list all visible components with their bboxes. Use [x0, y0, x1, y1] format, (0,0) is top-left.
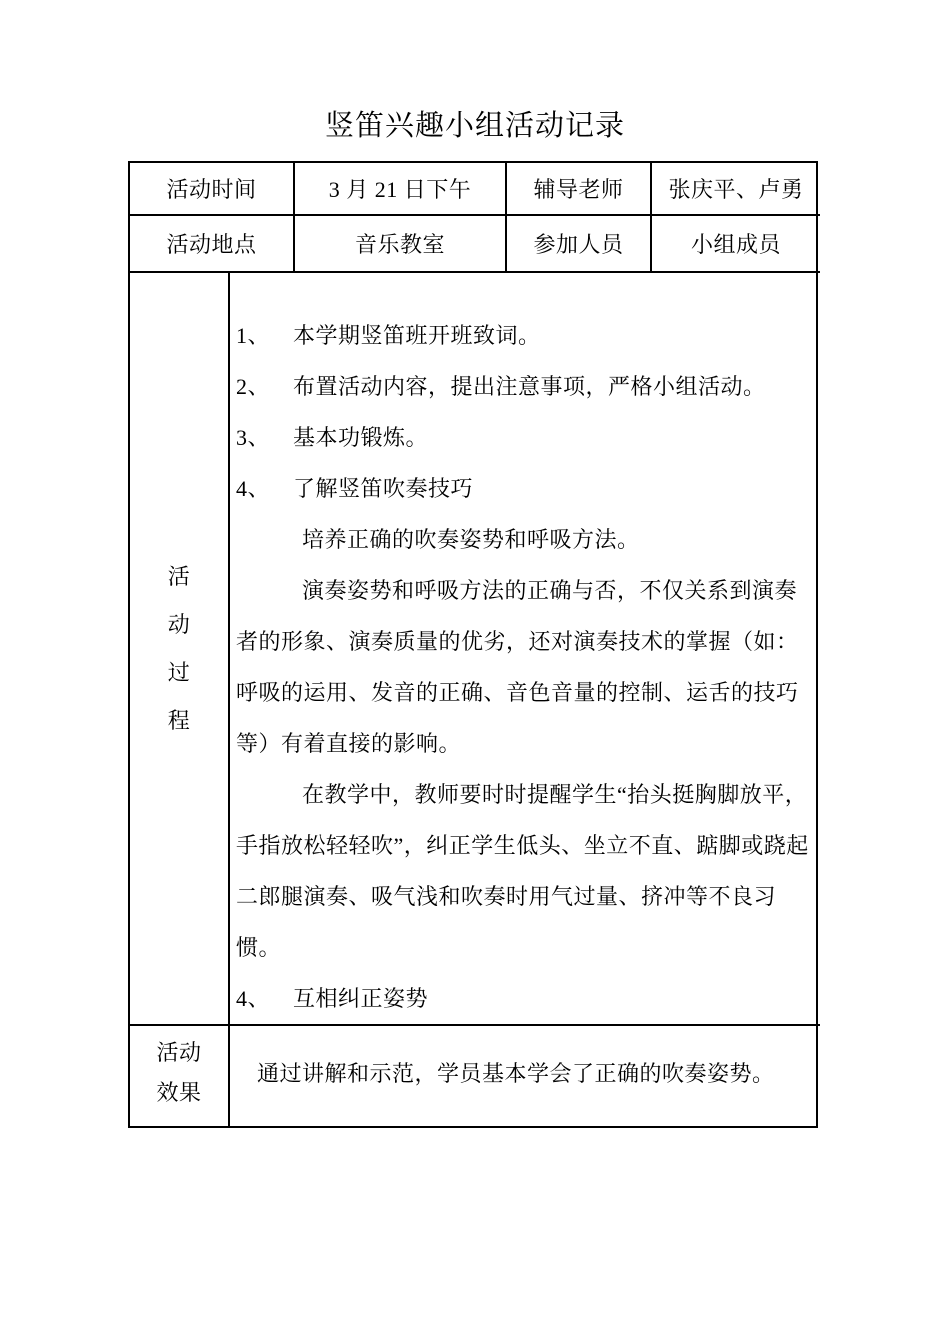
field-value-activity-place: 音乐教室 — [295, 216, 507, 273]
item-number: 2、 — [236, 374, 271, 399]
effect-row — [130, 1019, 816, 1126]
field-value-activity-time: 3 月 21 日下午 — [295, 163, 507, 216]
item-number: 1、 — [236, 323, 271, 348]
effect-label — [130, 1019, 230, 1126]
item-number: 4、 — [236, 476, 271, 501]
effect-label-line: 效果 — [156, 1079, 202, 1105]
item-text: 了解竖笛吹奏技巧 — [293, 476, 474, 501]
process-item-3 — [236, 412, 810, 463]
item-text: 互相纠正姿势 — [293, 986, 429, 1011]
process-paragraph-posture: 演奏姿势和呼吸方法的正确与否，不仅关系到演奏者的形象、演奏质量的优劣，还对演奏技术的掌握（如：呼吸的运用、发音的正确、音色音量的控制、运舌的技巧等）有着直接的影响。 — [236, 578, 799, 756]
item-number: 4、 — [236, 986, 271, 1011]
item-text: 本学期竖笛班开班致词。 — [293, 323, 541, 348]
process-row — [130, 273, 816, 1019]
field-label-activity-time: 活动时间 — [130, 163, 295, 216]
item-text: 基本功锻炼。 — [293, 425, 429, 450]
item-text: 布置活动内容，提出注意事项，严格小组活动。 — [293, 374, 766, 399]
field-value-tutor: 张庆平、卢勇 — [652, 163, 820, 216]
field-label-participants: 参加人员 — [507, 216, 652, 273]
process-item-1 — [236, 310, 810, 361]
process-paragraph-goal: 培养正确的吹奏姿势和呼吸方法。 — [302, 527, 640, 552]
field-label-activity-place: 活动地点 — [130, 216, 295, 273]
item-number: 3、 — [236, 425, 271, 450]
process-label-char: 活 — [167, 563, 191, 589]
info-row-time — [130, 163, 816, 216]
process-label-char: 程 — [167, 707, 191, 733]
page-title: 竖笛兴趣小组活动记录 — [324, 110, 625, 142]
process-paragraph-teaching: 在教学中，教师要时时提醒学生“抬头挺胸脚放平，手指放松轻轻吹”，纠正学生低头、坐立不直、踮脚或跷起二郎腿演奏、吸气浅和吹奏时用气过量、挤冲等不良习惯。 — [236, 782, 809, 960]
process-label-char: 过 — [167, 659, 191, 685]
process-label — [130, 273, 230, 1026]
activity-record-table — [128, 161, 818, 1128]
process-item-5 — [236, 973, 810, 1024]
field-value-participants: 小组成员 — [652, 216, 820, 273]
field-label-tutor: 辅导老师 — [507, 163, 652, 216]
process-content — [230, 273, 820, 1026]
effect-label-line: 活动 — [156, 1039, 202, 1065]
effect-content: 通过讲解和示范，学员基本学会了正确的吹奏姿势。 — [257, 1061, 775, 1086]
process-item-4 — [236, 463, 810, 514]
process-item-2 — [236, 361, 810, 412]
info-row-place — [130, 216, 816, 273]
process-label-char: 动 — [167, 611, 191, 637]
